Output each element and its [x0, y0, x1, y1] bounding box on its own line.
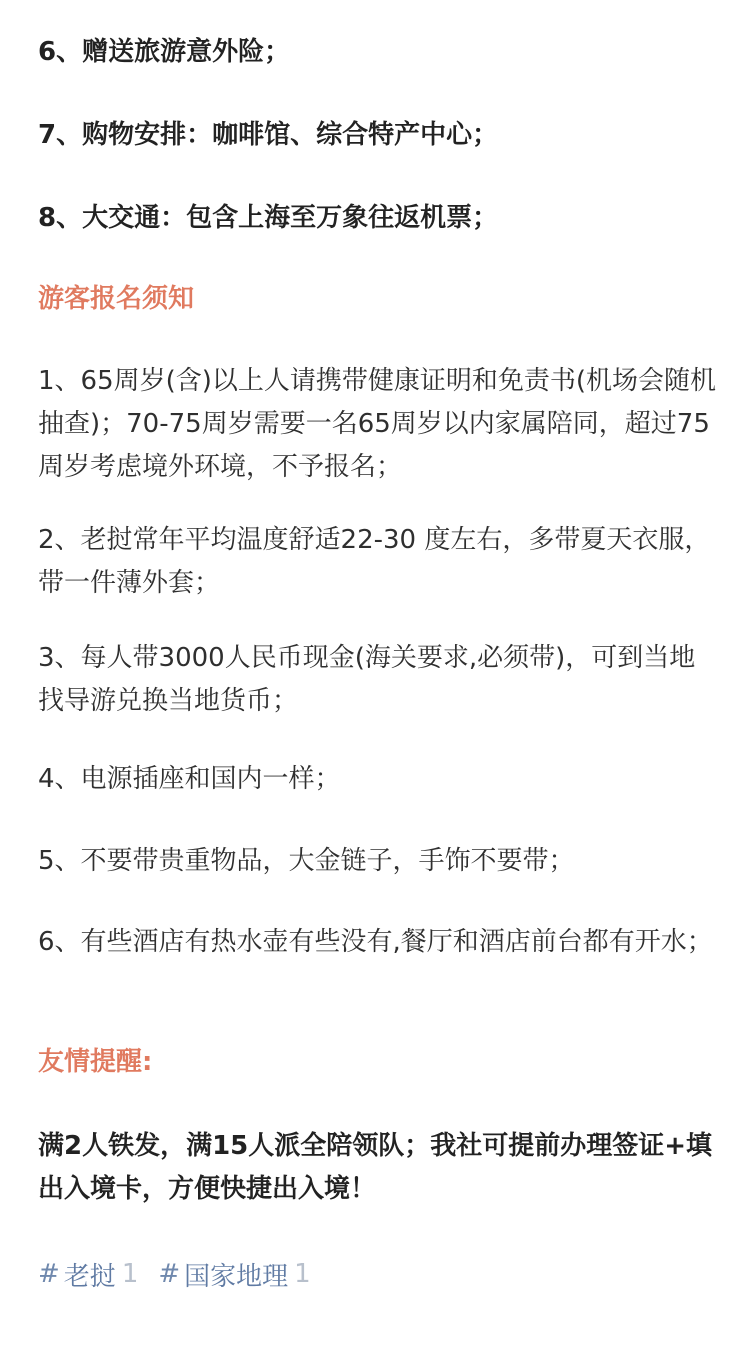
notice-item-1: 1、65周岁(含)以上人请携带健康证明和免责书(机场会随机抽查)；70-75周岁需要一名65周岁以内家属陪同，超过75周岁考虑境外环境，不予报名；: [38, 366, 717, 482]
notice-heading: 游客报名须知: [38, 284, 195, 314]
notice-item-4: 4、电源插座和国内一样；: [38, 764, 341, 794]
reminder-heading: 友情提醒:: [38, 1047, 153, 1077]
insurance-item: 6、赠送旅游意外险；: [38, 37, 291, 67]
hashtag-icon: #: [158, 1259, 181, 1289]
tag-laos[interactable]: [38, 1256, 138, 1293]
topic-tags: [38, 1252, 311, 1296]
notice-item-5: 5、不要带贵重物品，大金链子，手饰不要带；: [38, 846, 575, 876]
hashtag-icon: #: [38, 1259, 60, 1289]
tag-national-geographic[interactable]: [158, 1256, 310, 1293]
notice-item-3: 3、每人带3000人民币现金(海关要求,必须带)，可到当地找导游兑换当地货币；: [38, 643, 696, 716]
reminder-text: 满2人铁发，满15人派全陪领队；我社可提前办理签证+填出入境卡，方便快捷出入境！: [38, 1131, 713, 1204]
tag-count: 1: [294, 1259, 311, 1289]
shopping-item: 7、购物安排：咖啡馆、综合特产中心；: [38, 120, 499, 150]
tag-count: 1: [121, 1259, 139, 1289]
notice-item-2: 2、老挝常年平均温度舒适22-30 度左右，多带夏天衣服，带一件薄外套；: [38, 525, 711, 598]
notice-item-6: 6、有些酒店有热水壶有些没有,餐厅和酒店前台都有开水；: [38, 927, 713, 957]
tag-label: 老挝: [63, 1261, 116, 1292]
transport-item: 8、大交通：包含上海至万象往返机票；: [38, 203, 499, 233]
tag-label: 国家地理: [184, 1261, 289, 1292]
